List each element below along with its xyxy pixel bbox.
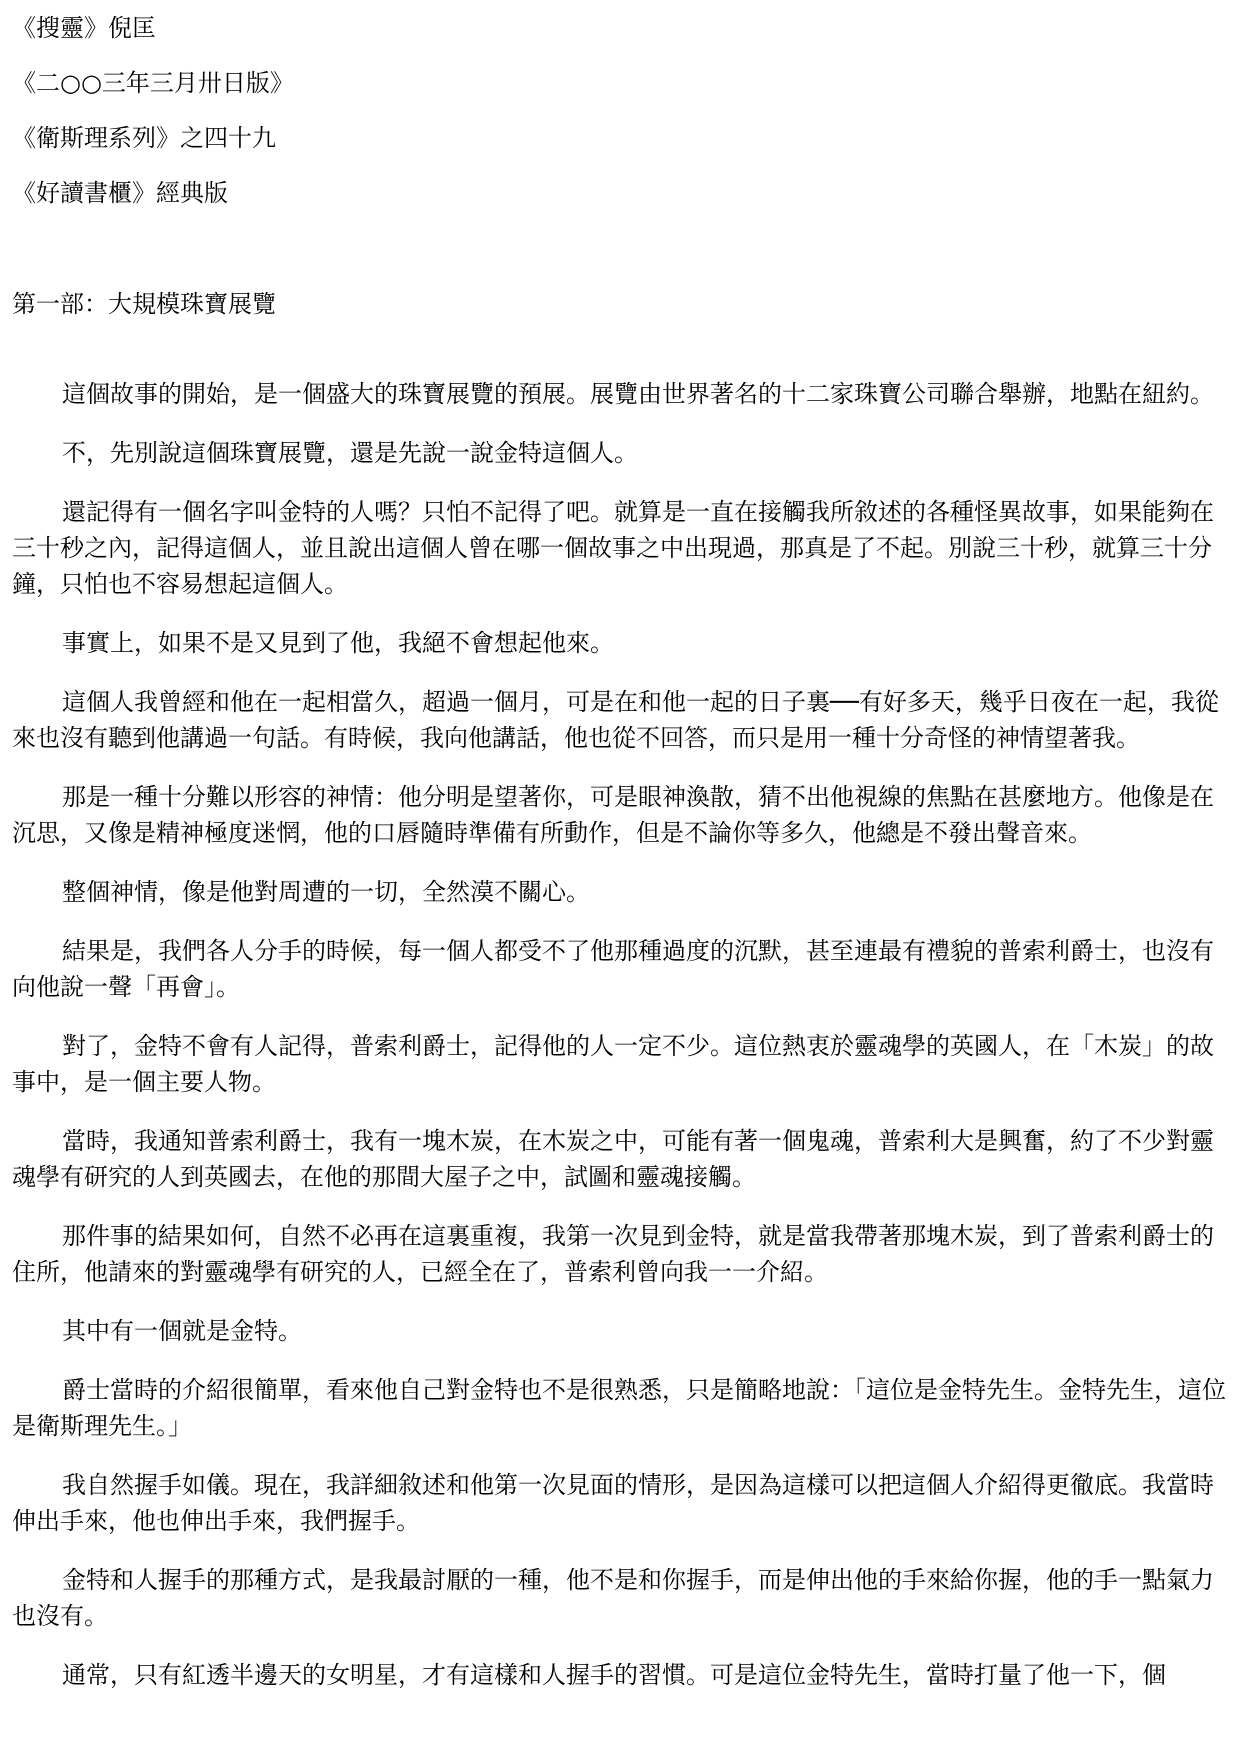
edition-line: 《二○○三年三月卅日版》 [12, 69, 294, 97]
body-text [12, 376, 1232, 1716]
paragraph: 這個故事的開始，是一個盛大的珠寶展覽的預展。展覽由世界著名的十二家珠寶公司聯合舉辦，地點在紐約。 [62, 380, 1214, 408]
paragraph: 那是一種十分難以形容的神情：他分明是望著你，可是眼神渙散，猜不出他視線的焦點在甚麼地方。他像是在沉思，又像是精神極度迷惘，他的口唇隨時準備有所動作，但是不論你等多久，他總是不發出聲音來。 [12, 783, 1214, 847]
paragraph: 其中有一個就是金特。 [62, 1317, 302, 1345]
paragraph: 這個人我曾經和他在一起相當久，超過一個月，可是在和他一起的日子裏──有好多天，幾乎日夜在一起，我從來也沒有聽到他講過一句話。有時候，我向他講話，他也從不回答，而只是用一種十分奇怪的神情望著我。 [12, 688, 1219, 752]
paragraph: 金特和人握手的那種方式，是我最討厭的一種，他不是和你握手，而是伸出他的手來給你握，他的手一點氣力也沒有。 [12, 1566, 1214, 1630]
paragraph: 結果是，我們各人分手的時候，每一個人都受不了他那種過度的沉默，甚至連最有禮貌的普索利爵士，也沒有向他說一聲「再會」。 [12, 937, 1214, 1001]
paragraph: 還記得有一個名字叫金特的人嗎？只怕不記得了吧。就算是一直在接觸我所敘述的各種怪異故事，如果能夠在三十秒之內，記得這個人，並且說出這個人曾在哪一個故事之中出現過，那真是了不起。別說三十秒，就算三十分鐘，只怕也不容易想起這個人。 [12, 498, 1214, 598]
paragraph: 那件事的結果如何，自然不必再在這裏重複，我第一次見到金特，就是當我帶著那塊木炭，到了普索利爵士的住所，他請來的對靈魂學有研究的人，已經全在了，普索利曾向我一一介紹。 [12, 1222, 1214, 1286]
paragraph: 當時，我通知普索利爵士，我有一塊木炭，在木炭之中，可能有著一個鬼魂，普索利大是興奮，約了不少對靈魂學有研究的人到英國去，在他的那間大屋子之中，試圖和靈魂接觸。 [12, 1127, 1214, 1191]
paragraph: 對了，金特不會有人記得，普索利爵士，記得他的人一定不少。這位熱衷於靈魂學的英國人，在「木炭」的故事中，是一個主要人物。 [12, 1032, 1214, 1096]
series-line: 《衛斯理系列》之四十九 [12, 124, 276, 152]
paragraph: 不，先別說這個珠寶展覽，還是先說一說金特這個人。 [62, 439, 638, 467]
paragraph: 整個神情，像是他對周遭的一切，全然漠不關心。 [62, 878, 590, 906]
chapter-title: 第一部：大規模珠寶展覽 [12, 290, 276, 318]
version-line: 《好讀書櫃》經典版 [12, 179, 228, 207]
paragraph: 通常，只有紅透半邊天的女明星，才有這樣和人握手的習慣。可是這位金特先生，當時打量了他一下，個 [62, 1661, 1166, 1689]
paragraph: 爵士當時的介紹很簡單，看來他自己對金特也不是很熟悉，只是簡略地說：「這位是金特先生。金特先生，這位是衛斯理先生。」 [12, 1376, 1226, 1440]
book-title-line: 《搜靈》倪匡 [12, 14, 156, 42]
paragraph: 事實上，如果不是又見到了他，我絕不會想起他來。 [62, 629, 614, 657]
paragraph: 我自然握手如儀。現在，我詳細敘述和他第一次見面的情形，是因為這樣可以把這個人介紹得更徹底。我當時伸出手來，他也伸出手來，我們握手。 [12, 1471, 1214, 1535]
